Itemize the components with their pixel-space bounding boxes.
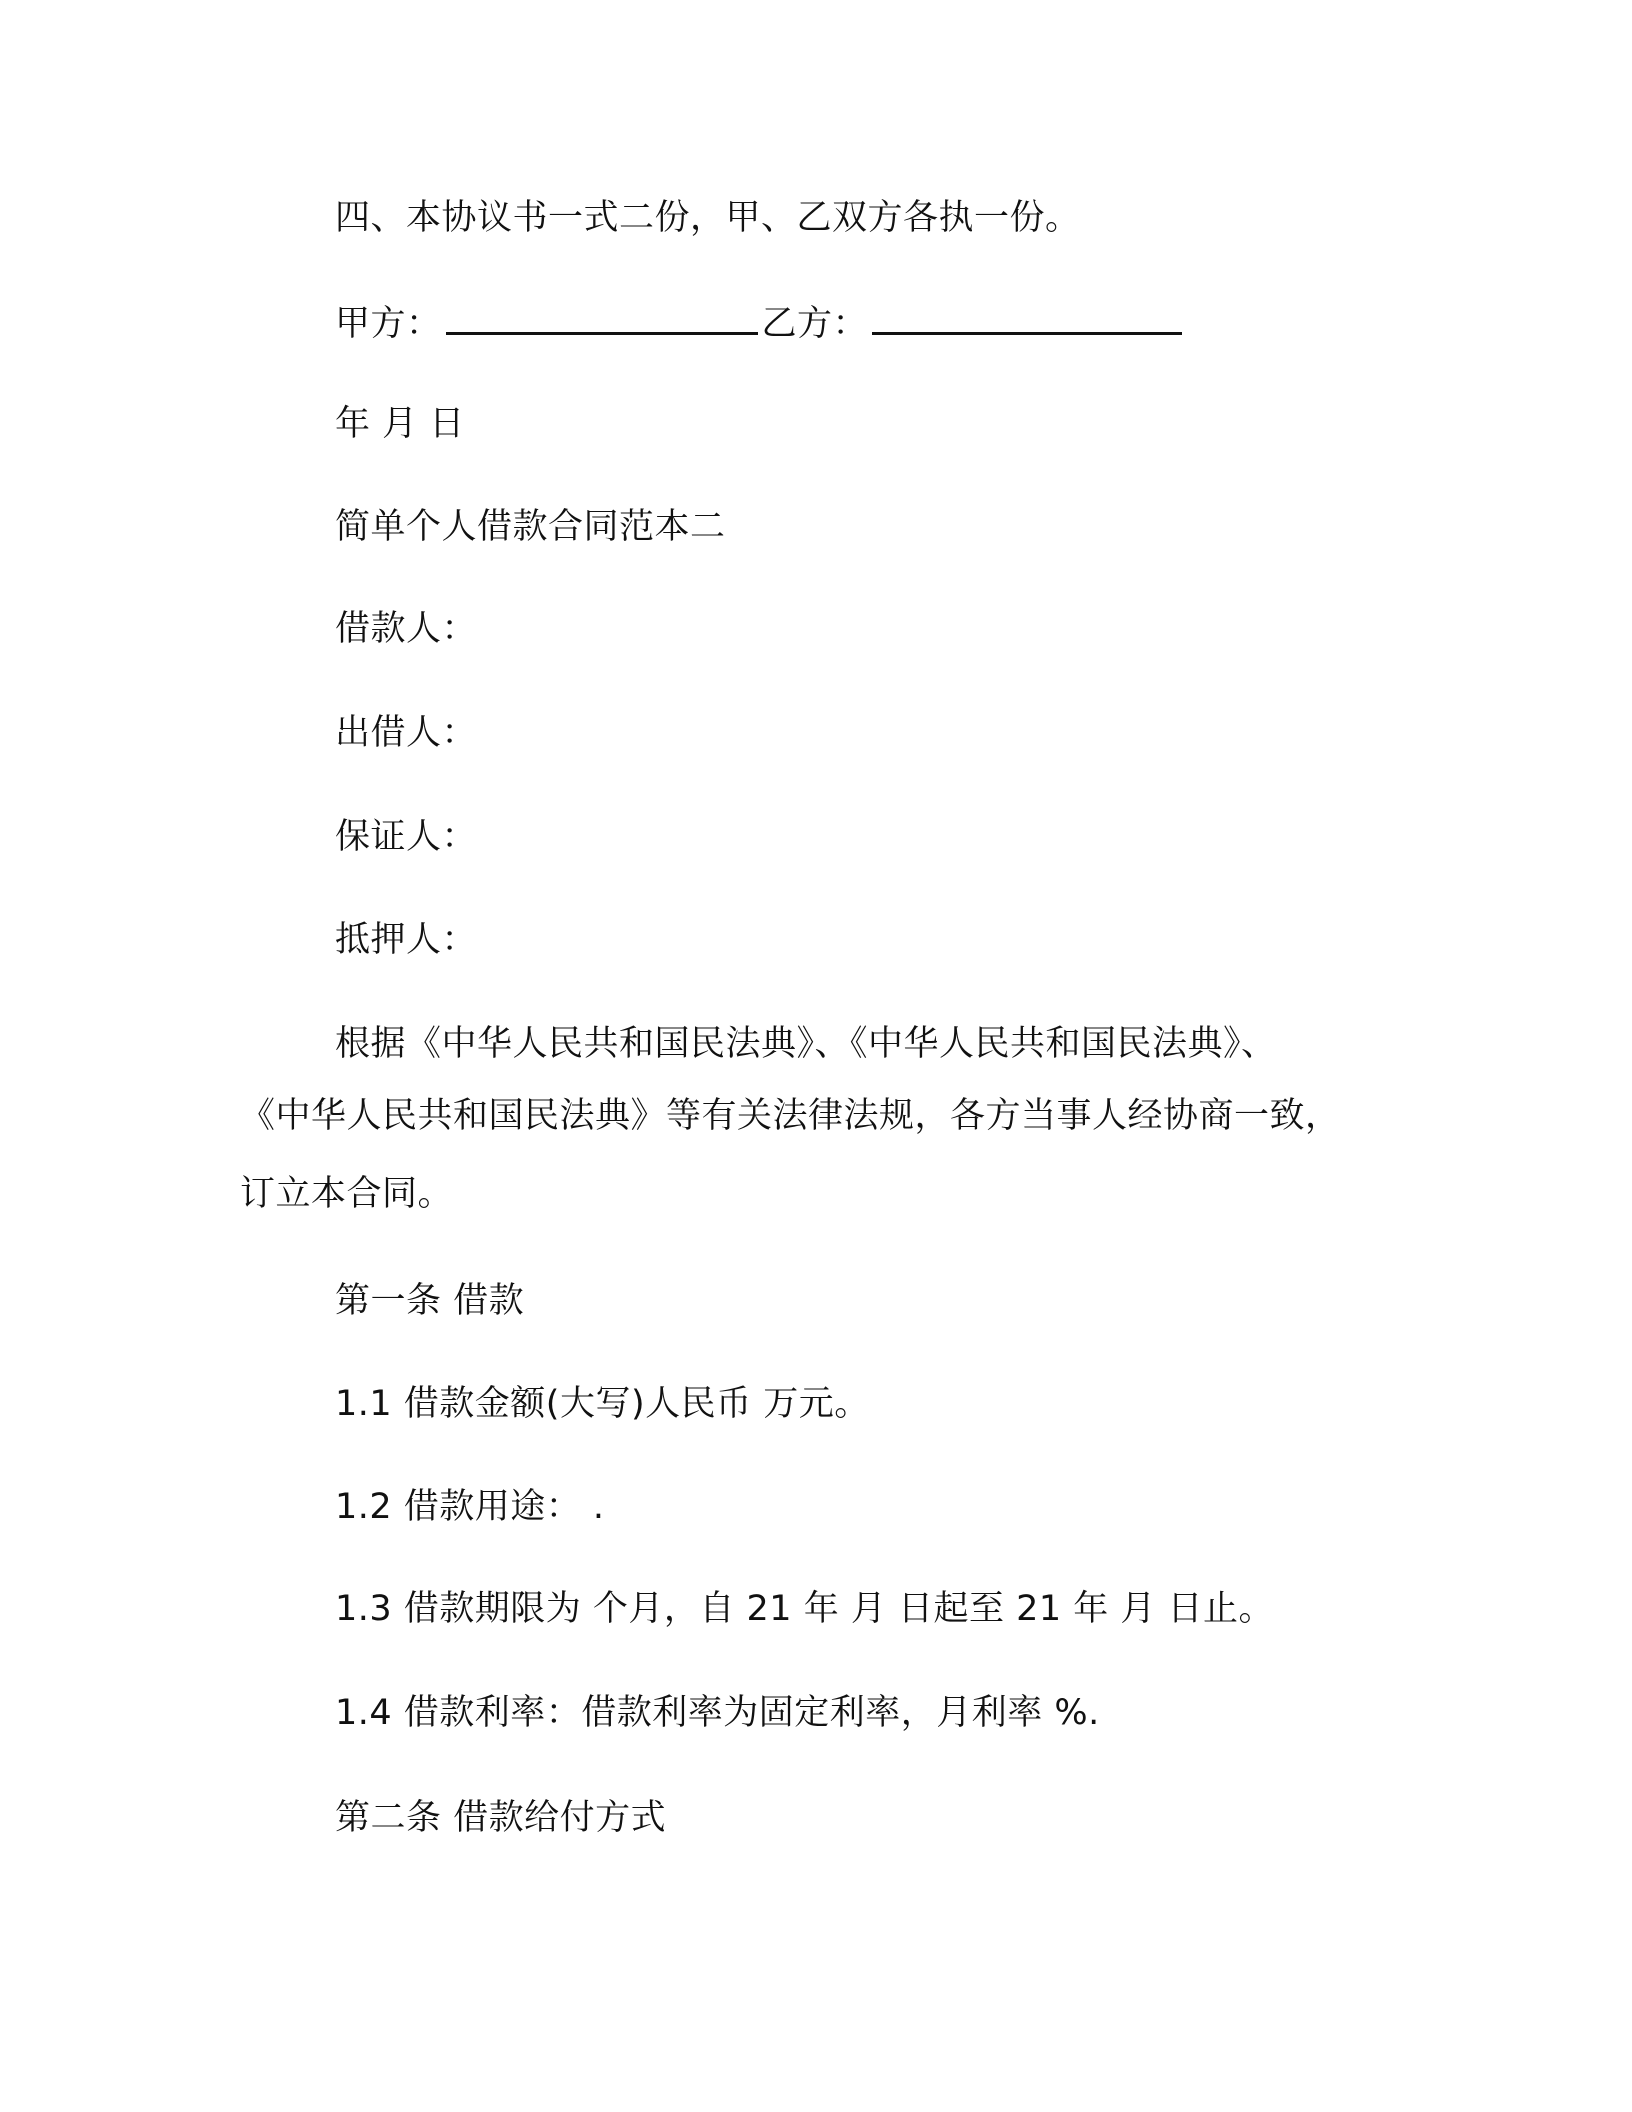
borrower-label: 借款人： [335,609,478,649]
article-one-item-1: 1.1 借款金额(大写)人民币 万元。 [335,1384,870,1424]
article-two-heading: 第二条 借款给付方式 [335,1798,667,1838]
date-line: 年 月 日 [335,404,465,444]
party-b-blank [872,302,1182,335]
article-one-item-2: 1.2 借款用途： . [335,1487,605,1527]
party-a-blank [446,302,758,335]
preamble-line-1: 根据《中华人民共和国民法典》、《中华人民共和国民法典》、 [335,1024,1277,1064]
article-one-item-3: 1.3 借款期限为 个月，自 21 年 月 日起至 21 年 月 日止。 [335,1589,1274,1629]
party-a-label: 甲方： [335,304,442,344]
guarantor-label: 保证人： [335,817,478,857]
article-one-heading: 第一条 借款 [335,1281,525,1321]
clause-four: 四、本协议书一式二份，甲、乙双方各执一份。 [335,198,1081,238]
document-title: 简单个人借款合同范本二 [335,507,726,547]
article-one-item-4: 1.4 借款利率：借款利率为固定利率，月利率 %. [335,1693,1100,1733]
preamble-line-3: 订立本合同。 [240,1174,454,1214]
party-b-label: 乙方： [761,304,869,344]
signature-line [335,302,1186,346]
mortgagor-label: 抵押人： [335,920,478,960]
preamble-line-2: 《中华人民共和国民法典》等有关法律法规，各方当事人经协商一致， [240,1096,1341,1136]
lender-label: 出借人： [335,713,478,753]
